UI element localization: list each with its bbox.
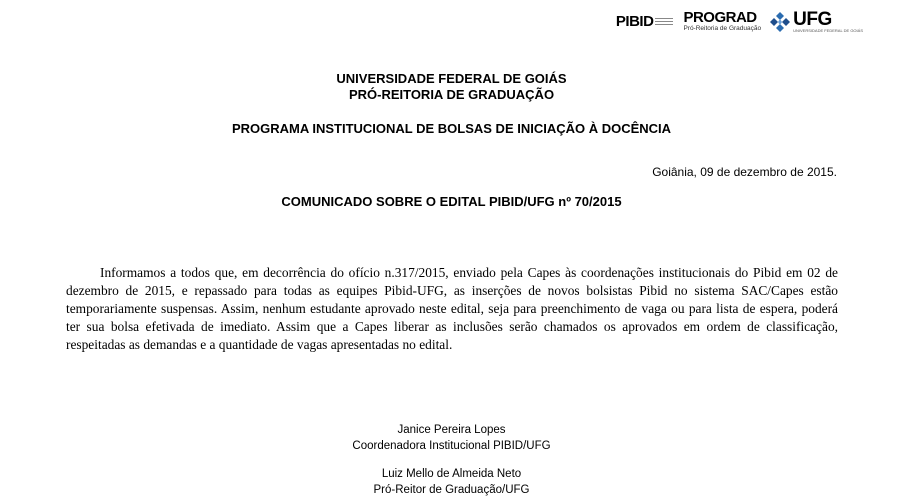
prograd-logo-subtitle: Pró-Reitoria de Graduação — [683, 25, 762, 33]
signature-2-role: Pró-Reitor de Graduação/UFG — [373, 484, 530, 496]
signature-1-name: Janice Pereira Lopes — [397, 424, 506, 436]
signature-2-name: Luiz Mello de Almeida Neto — [381, 468, 522, 480]
document-title: COMUNICADO SOBRE O EDITAL PIBID/UFG nº 70/2015 — [281, 194, 622, 209]
prograd-logo-text: PROGRAD — [683, 9, 757, 27]
university-name: UNIVERSIDADE FEDERAL DE GOIÁS — [336, 71, 567, 86]
ufg-logo — [769, 10, 863, 33]
prograd-logo — [683, 10, 761, 33]
body-paragraph: Informamos a todos que, em decorrência do ofício n.317/2015, enviado pela Capes às coordenações institucionais do Pibid em 02 de dezembro de 2015, e repassado para todas as equipes Pibid-UFG, as inserções de novos bolsistas Pibid no sistema SAC/Capes estão temporariamente suspensas. Assim, nenhum estudante aprovado neste edital, seja para preenchimento de vaga ou para lista de espera, poderá ter sua bolsa efetivada de imediato. Assim que a Capes liberar as inclusões serão chamados os aprovados em ordem de classificação, respeitadas as demandas e a quantidade de vagas apresentadas no edital. — [66, 265, 838, 352]
ufg-logo-subtitle: UNIVERSIDADE FEDERAL DE GOIÁS — [793, 28, 863, 33]
pibid-logo-lines — [655, 17, 673, 26]
program-name: PROGRAMA INSTITUCIONAL DE BOLSAS DE INICIAÇÃO À DOCÊNCIA — [231, 121, 672, 136]
signature-1-role: Coordenadora Institucional PIBID/UFG — [352, 440, 551, 452]
ufg-emblem-icon — [769, 11, 791, 33]
pibid-logo — [616, 13, 674, 30]
ufg-logo-text: UFG — [793, 9, 832, 30]
pibid-logo-text: PIBID — [615, 13, 654, 30]
header-logos — [616, 10, 863, 33]
department-name: PRÓ-REITORIA DE GRADUAÇÃO — [348, 87, 555, 102]
document-date: Goiânia, 09 de dezembro de 2015. — [652, 165, 837, 179]
